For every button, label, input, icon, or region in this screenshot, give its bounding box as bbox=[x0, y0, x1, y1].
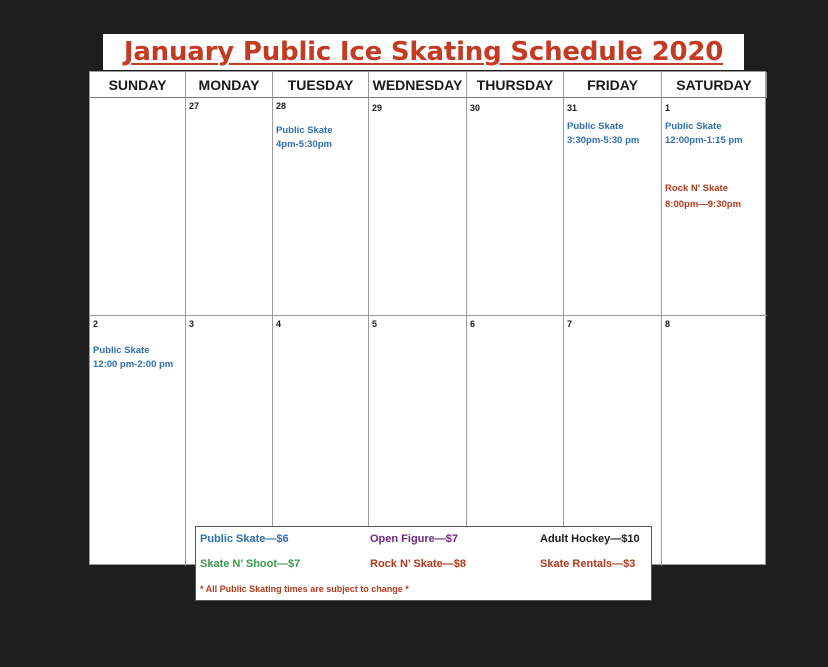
legend-public-skate: Public Skate—$6 bbox=[200, 533, 289, 545]
event-time: 3:30pm-5:30 pm bbox=[567, 135, 640, 146]
weekday-header-saturday: SATURDAY bbox=[662, 72, 767, 98]
day-number: 29 bbox=[372, 103, 383, 113]
legend-rock-n-skate: Rock N’ Skate—$8 bbox=[370, 558, 466, 570]
day-cell bbox=[273, 98, 369, 316]
schedule-change-note: * All Public Skating times are subject to change * bbox=[200, 584, 409, 594]
legend-skate-rentals: Skate Rentals—$3 bbox=[540, 558, 636, 570]
page-title: January Public Ice Skating Schedule 2020 bbox=[123, 37, 724, 67]
legend-adult-hockey: Adult Hockey—$10 bbox=[540, 533, 640, 545]
day-cell bbox=[186, 98, 273, 316]
day-number: 30 bbox=[470, 103, 481, 113]
day-cell bbox=[90, 98, 186, 316]
weekday-header-monday: MONDAY bbox=[186, 72, 273, 98]
day-number: 28 bbox=[276, 101, 287, 111]
legend-open-figure: Open Figure—$7 bbox=[370, 533, 459, 545]
event-name: Public Skate bbox=[93, 345, 150, 356]
event-name: Public Skate bbox=[276, 125, 333, 136]
event-time: 12:00 pm-2:00 pm bbox=[93, 359, 174, 370]
day-number: 3 bbox=[189, 319, 195, 329]
weekday-header-wednesday: WEDNESDAY bbox=[369, 72, 467, 98]
day-cell bbox=[90, 316, 186, 566]
day-cell bbox=[369, 98, 467, 316]
event-name: Public Skate bbox=[665, 121, 722, 132]
day-number: 31 bbox=[567, 103, 578, 113]
title-banner bbox=[103, 34, 744, 70]
day-number: 2 bbox=[93, 319, 99, 329]
price-legend bbox=[195, 526, 652, 601]
legend-skate-n-shoot: Skate N’ Shoot—$7 bbox=[200, 558, 301, 570]
weekday-header-friday: FRIDAY bbox=[564, 72, 662, 98]
weekday-header-thursday: THURSDAY bbox=[467, 72, 564, 98]
event-name: Rock N' Skate bbox=[665, 183, 728, 194]
weekday-header-tuesday: TUESDAY bbox=[273, 72, 369, 98]
weekday-header-sunday: SUNDAY bbox=[90, 72, 186, 98]
day-number: 8 bbox=[665, 319, 671, 329]
day-cell bbox=[662, 98, 767, 316]
calendar-grid bbox=[89, 71, 766, 565]
event-time: 8:00pm—9:30pm bbox=[665, 199, 742, 210]
day-number: 27 bbox=[189, 101, 200, 111]
day-number: 7 bbox=[567, 319, 573, 329]
event-time: 12:00pm-1:15 pm bbox=[665, 135, 743, 146]
day-cell bbox=[662, 316, 767, 566]
event-time: 4pm-5:30pm bbox=[276, 139, 332, 150]
day-cell bbox=[564, 98, 662, 316]
day-number: 5 bbox=[372, 319, 378, 329]
event-name: Public Skate bbox=[567, 121, 624, 132]
day-number: 6 bbox=[470, 319, 476, 329]
day-number: 4 bbox=[276, 319, 282, 329]
day-number: 1 bbox=[665, 103, 671, 113]
day-cell bbox=[467, 98, 564, 316]
